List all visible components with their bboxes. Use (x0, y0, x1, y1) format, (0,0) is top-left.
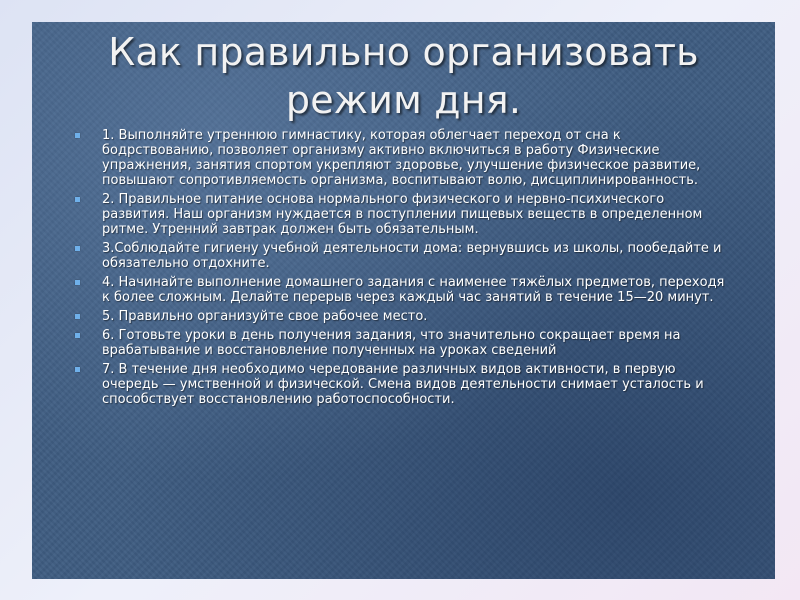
bullet-item (72, 362, 727, 407)
bullet-text: 6. Готовьте уроки в день получения задания, что значительно сокращает время на врабатывание и восстановление полученных на уроках сведений (102, 328, 681, 358)
bullet-item (72, 241, 727, 271)
bullet-text: 1. Выполняйте утреннюю гимнастику, которая облегчает переход от сна к бодрствованию, позволяет организму активно включиться в работу Физические упражнения, занятия спортом укрепляют здоровье, улучшение физическое развитие, повышают сопротивляемость организма, воспитывают волю, дисциплинированность. (102, 128, 701, 188)
slide (32, 22, 775, 579)
bullet-text: 3.Соблюдайте гигиену учебной деятельности дома: вернувшись из школы, пообедайте и обязательно отдохните. (102, 241, 722, 271)
bullet-item (72, 128, 727, 188)
bullet-text: 5. Правильно организуйте свое рабочее место. (102, 309, 428, 324)
bullet-text: 4. Начинайте выполнение домашнего задания с наименее тяжёлых предметов, переходя к более сложным. Делайте перерыв через каждый час занятий в течение 15—20 минут. (102, 275, 725, 305)
square-bullet-icon (75, 314, 80, 319)
square-bullet-icon (75, 246, 80, 251)
square-bullet-icon (75, 367, 80, 372)
bullet-item (72, 192, 727, 237)
square-bullet-icon (75, 197, 80, 202)
bullet-item (72, 275, 727, 305)
slide-title-line-2: режим дня. (285, 78, 522, 122)
bullet-list (72, 128, 727, 411)
square-bullet-icon (75, 333, 80, 338)
slide-title (32, 28, 775, 124)
bullet-text: 2. Правильное питание основа нормального физического и нервно-психического развития. Наш организм нуждается в поступлении пищевых веществ в определенном ритме. Утренний завтрак должен быть обязательным. (102, 192, 703, 237)
square-bullet-icon (75, 280, 80, 285)
bullet-item (72, 328, 727, 358)
square-bullet-icon (75, 133, 80, 138)
bullet-item (72, 309, 727, 324)
bullet-text: 7. В течение дня необходимо чередование различных видов активности, в первую очередь — умственной и физической. Смена видов деятельности снимает усталость и способствует восстановлению работоспособности. (102, 362, 704, 407)
slide-title-line-1: Как правильно организовать (108, 30, 699, 74)
